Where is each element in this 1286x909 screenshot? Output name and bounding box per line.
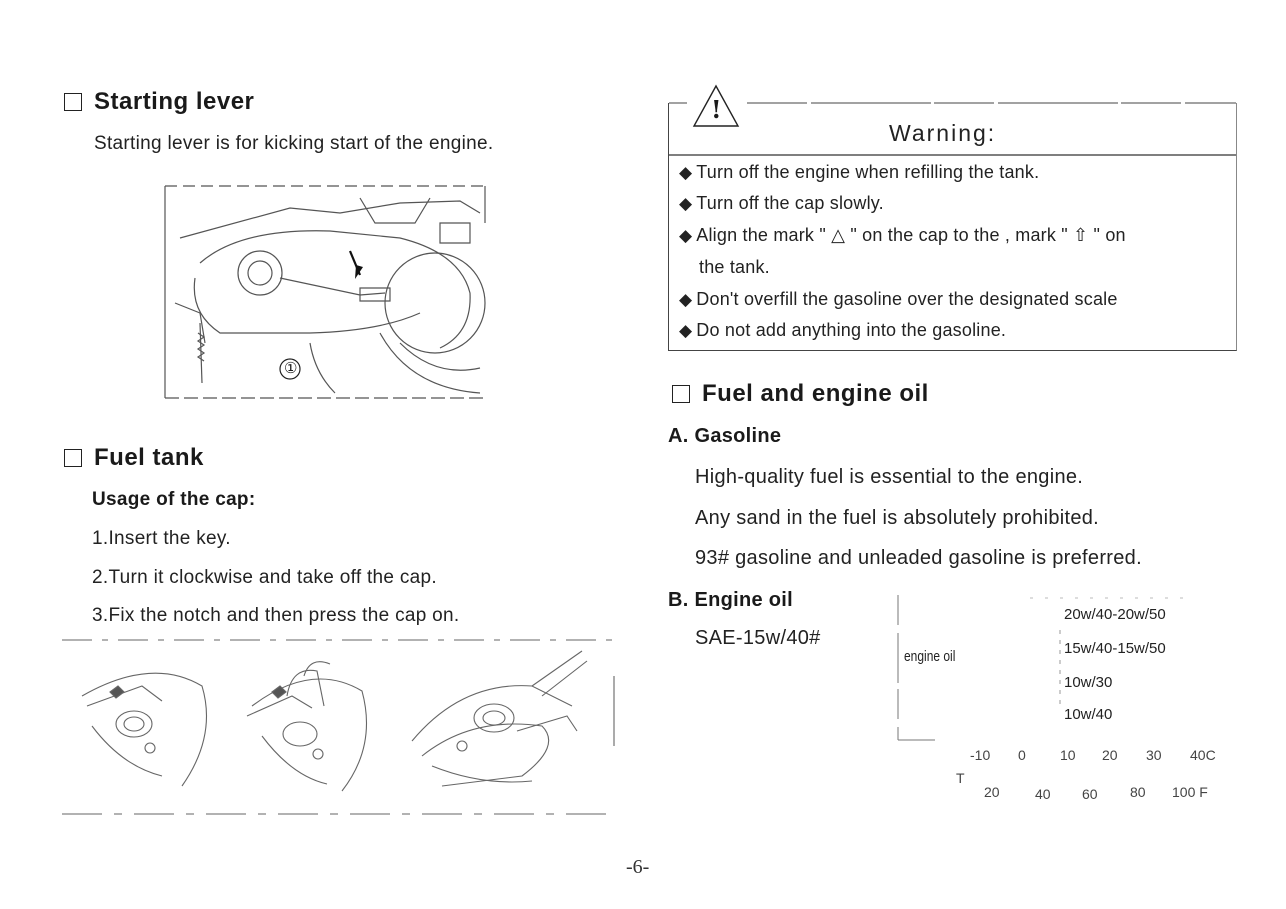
gasoline-title: A. Gasoline xyxy=(668,425,782,447)
engine-oil-title: B. Engine oil xyxy=(668,589,794,611)
warning-item-1-text: Turn off the engine when refilling the tank. xyxy=(696,162,1040,182)
warning-item-3-continued: the tank. xyxy=(699,257,770,277)
oil-grade-1: 20w/40-20w/50 xyxy=(1064,606,1166,623)
fuel-oil-title: Fuel and engine oil xyxy=(702,380,929,407)
warning-item-5-text: Do not add anything into the gasoline. xyxy=(696,320,1007,340)
fuel-oil-heading xyxy=(672,380,929,408)
temperature-label: T xyxy=(956,770,965,786)
warning-exclamation-icon: ! xyxy=(711,95,722,124)
fuel-cap-figure xyxy=(62,636,616,818)
gasoline-line-3: 93# gasoline and unleaded gasoline is preferred. xyxy=(695,547,1142,569)
chart-frame-lines xyxy=(890,590,1235,810)
oil-grade-2: 15w/40-15w/50 xyxy=(1064,640,1166,657)
engine-oil-grade: SAE-15w/40# xyxy=(695,627,821,649)
warning-box xyxy=(668,95,1237,351)
fahrenheit-tick-5: 100 F xyxy=(1172,784,1208,800)
chart-y-label: engine oil xyxy=(904,648,956,665)
page-number: -6- xyxy=(626,856,650,878)
warning-item-1 xyxy=(679,162,1039,183)
fahrenheit-tick-1: 20 xyxy=(984,784,1000,800)
celsius-tick-3: 10 xyxy=(1060,747,1076,763)
checkbox-icon xyxy=(64,449,82,467)
oil-grade-4: 10w/40 xyxy=(1064,706,1113,723)
celsius-tick-5: 30 xyxy=(1146,747,1162,763)
diamond-bullet-icon: ◆ xyxy=(679,226,693,245)
starting-lever-title: Starting lever xyxy=(94,88,255,115)
celsius-tick-4: 20 xyxy=(1102,747,1118,763)
arrow-head-icon xyxy=(355,265,363,279)
warning-item-3-text: Align the mark " △ " on the cap to the , mark " ⇧ " on xyxy=(696,225,1126,245)
celsius-tick-6: 40C xyxy=(1190,747,1216,763)
fuel-tank-step-1: 1.Insert the key. xyxy=(92,528,231,549)
diamond-bullet-icon: ◆ xyxy=(679,163,693,182)
oil-grade-3: 10w/30 xyxy=(1064,674,1113,691)
fuel-tank-title: Fuel tank xyxy=(94,444,204,471)
diamond-bullet-icon: ◆ xyxy=(679,290,693,309)
engine-sketch-illustration xyxy=(160,183,490,401)
fahrenheit-tick-3: 60 xyxy=(1082,786,1098,802)
starting-lever-heading xyxy=(64,88,254,116)
fuel-tank-step-3: 3.Fix the notch and then press the cap on. xyxy=(92,605,460,626)
checkbox-icon xyxy=(672,385,690,403)
fuel-tank-heading xyxy=(64,444,204,472)
starting-lever-figure xyxy=(160,183,490,401)
starting-lever-description: Starting lever is for kicking start of the engine. xyxy=(94,133,494,154)
celsius-tick-2: 0 xyxy=(1018,747,1026,763)
warning-item-2-text: Turn off the cap slowly. xyxy=(696,193,884,213)
diamond-bullet-icon: ◆ xyxy=(679,321,693,340)
warning-title: Warning: xyxy=(889,120,997,146)
fahrenheit-tick-4: 80 xyxy=(1130,784,1146,800)
warning-item-3 xyxy=(679,225,1126,246)
engine-oil-chart xyxy=(890,590,1235,810)
figure-callout-number: ① xyxy=(284,359,298,377)
usage-of-cap-title: Usage of the cap: xyxy=(92,489,256,510)
gasoline-line-1: High-quality fuel is essential to the engine. xyxy=(695,466,1084,488)
warning-item-4-text: Don't overfill the gasoline over the designated scale xyxy=(696,289,1118,309)
warning-item-4 xyxy=(679,289,1118,310)
checkbox-icon xyxy=(64,93,82,111)
diamond-bullet-icon: ◆ xyxy=(679,194,693,213)
celsius-tick-1: -10 xyxy=(970,747,991,763)
fahrenheit-tick-2: 40 xyxy=(1035,786,1051,802)
warning-item-2 xyxy=(679,193,884,214)
fuel-cap-sketch-illustration xyxy=(62,636,616,818)
fuel-tank-step-2: 2.Turn it clockwise and take off the cap. xyxy=(92,567,437,588)
warning-item-5 xyxy=(679,320,1006,341)
gasoline-line-2: Any sand in the fuel is absolutely prohibited. xyxy=(695,507,1100,529)
